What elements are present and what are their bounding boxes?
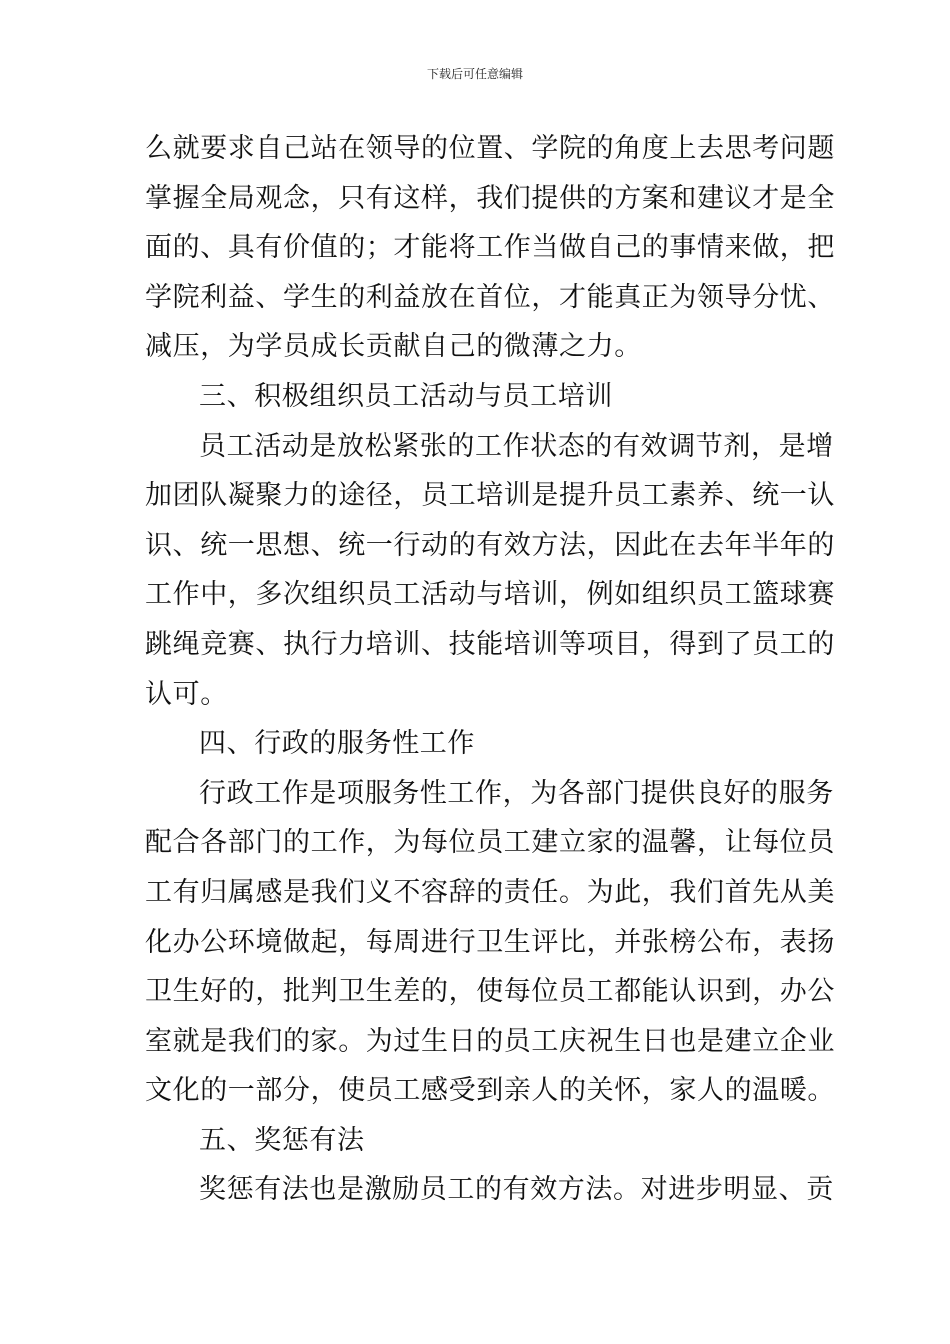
text-line: 学院利益、学生的利益放在首位，才能真正为领导分忧、 <box>145 281 835 313</box>
text-line: 化办公环境做起，每周进行卫生评比，并张榜公布，表扬 <box>145 926 835 958</box>
text-line: 工有归属感是我们义不容辞的责任。为此，我们首先从美 <box>145 876 835 908</box>
text-line: 文化的一部分，使员工感受到亲人的关怀，家人的温暖。 <box>145 1075 835 1107</box>
text-line: 室就是我们的家。为过生日的员工庆祝生日也是建立企业 <box>145 1025 835 1057</box>
section-heading: 四、行政的服务性工作 <box>199 728 475 760</box>
text-line: 跳绳竞赛、执行力培训、技能培训等项目，得到了员工的 <box>145 628 835 660</box>
text-line: 工作中，多次组织员工活动与培训，例如组织员工篮球赛 <box>145 579 835 611</box>
text-line: 配合各部门的工作，为每位员工建立家的温馨，让每位员 <box>145 827 835 859</box>
text-line: 么就要求自己站在领导的位置、学院的角度上去思考问题 <box>145 133 835 164</box>
text-line: 认可。 <box>145 678 228 710</box>
document-body <box>145 124 835 1215</box>
text-line: 识、统一思想、统一行动的有效方法，因此在去年半年的 <box>145 529 835 561</box>
paragraph-first-line: 奖惩有法也是激励员工的有效方法。对进步明显、贡 <box>199 1174 834 1206</box>
section-heading: 五、奖惩有法 <box>199 1124 365 1156</box>
paragraph-first-line: 行政工作是项服务性工作，为各部门提供良好的服务 <box>199 777 834 809</box>
text-line: 加团队凝聚力的途径，员工培训是提升员工素养、统一认 <box>145 480 835 512</box>
section-heading: 三、积极组织员工活动与员工培训 <box>199 380 613 412</box>
text-line: 面的、具有价值的；才能将工作当做自己的事情来做，把 <box>145 232 835 264</box>
page-header-note: 下载后可任意编辑 <box>426 67 523 81</box>
text-line: 减压，为学员成长贡献自己的微薄之力。 <box>145 331 642 363</box>
paragraph-first-line: 员工活动是放松紧张的工作状态的有效调节剂，是增 <box>199 430 834 462</box>
text-line: 卫生好的，批判卫生差的，使每位员工都能认识到，办公 <box>145 976 835 1008</box>
text-line: 掌握全局观念，只有这样，我们提供的方案和建议才是全 <box>145 182 835 214</box>
